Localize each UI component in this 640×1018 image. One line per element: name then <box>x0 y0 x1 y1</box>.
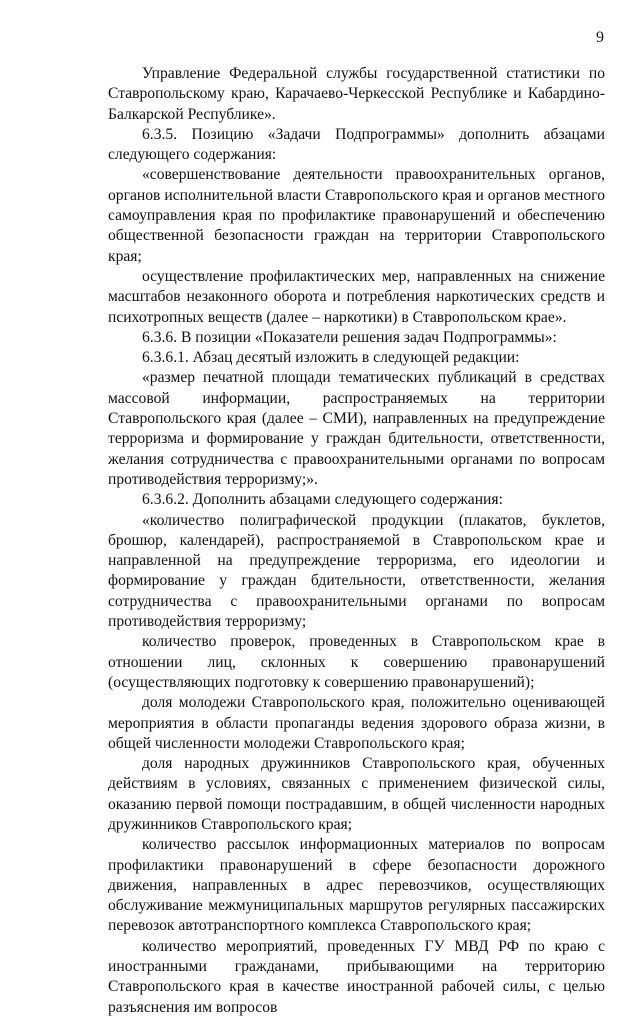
paragraph: «количество полиграфической продукции (плакатов, буклетов, брошюр, календарей), распространяемой в Ставропольском крае и направленной на предупреждение терроризма, его идеологии и формирование у граждан бдительности, ответственности, желания сотрудничества с правоохранительными органами по вопросам противодействия терроризму; <box>108 511 605 631</box>
document-body <box>108 64 605 1018</box>
paragraph: 6.3.6.2. Дополнить абзацами следующего содержания: <box>142 491 503 509</box>
page-number: 9 <box>596 29 604 46</box>
paragraph: осуществление профилактических мер, направленных на снижение масштабов незаконного оборота и потребления наркотических средств и психотропных веществ (далее – наркотики) в Ставропольском крае». <box>108 267 605 326</box>
paragraph: доля молодежи Ставропольского края, положительно оценивающей мероприятия в области пропаганды ведения здорового образа жизни, в общей численности молодежи Ставропольского края; <box>108 694 605 752</box>
paragraph: количество мероприятий, проведенных ГУ МВД РФ по краю с иностранными гражданами, прибывающими на территорию Ставропольского края в качестве иностранной рабочей силы, с целью разъяснения им вопросов <box>108 937 605 1016</box>
paragraph: 6.3.6.1. Абзац десятый изложить в следующей редакции: <box>142 349 520 367</box>
paragraph: 6.3.6. В позиции «Показатели решения задач Подпрограммы»: <box>142 328 557 346</box>
paragraph: Управление Федеральной службы государственной статистики по Ставропольскому краю, Карачаево-Черкесской Республике и Кабардино-Балкарской Республике». <box>108 65 605 123</box>
paragraph: количество проверок, проведенных в Ставропольском крае в отношении лиц, склонных к совершению правонарушений (осуществляющих подготовку к совершению правонарушений); <box>108 633 605 691</box>
paragraph: «совершенствование деятельности правоохранительных органов, органов исполнительной власти Ставропольского края и органов местного самоуправления края по профилактике правонарушений и обеспечению общественной безопасности граждан на территории Ставропольского края; <box>108 166 605 265</box>
paragraph: «размер печатной площади тематических публикаций в средствах массовой информации, распространяемых на территории Ставропольского края (далее – СМИ), направленных на предупреждение терроризма и формирование у граждан бдительности, ответственности, желания сотрудничества с правоохранительными органами по вопросам противодействия терроризму;». <box>108 369 605 488</box>
paragraph: 6.3.5. Позицию «Задачи Подпрограммы» дополнить абзацами следующего содержания: <box>108 125 605 164</box>
paragraph: доля народных дружинников Ставропольского края, обученных действиям в условиях, связанных с применением физической силы, оказанию первой помощи пострадавшим, в общей численности народных дружинников Ставропольского края; <box>108 755 605 833</box>
paragraph: количество рассылок информационных материалов по вопросам профилактики правонарушений в сфере безопасности дорожного движения, направленных в адрес перевозчиков, осуществляющих обслуживание межмуниципальных маршрутов регулярных пассажирских перевозок автотранспортного комплекса Ставропольского края; <box>108 836 605 935</box>
